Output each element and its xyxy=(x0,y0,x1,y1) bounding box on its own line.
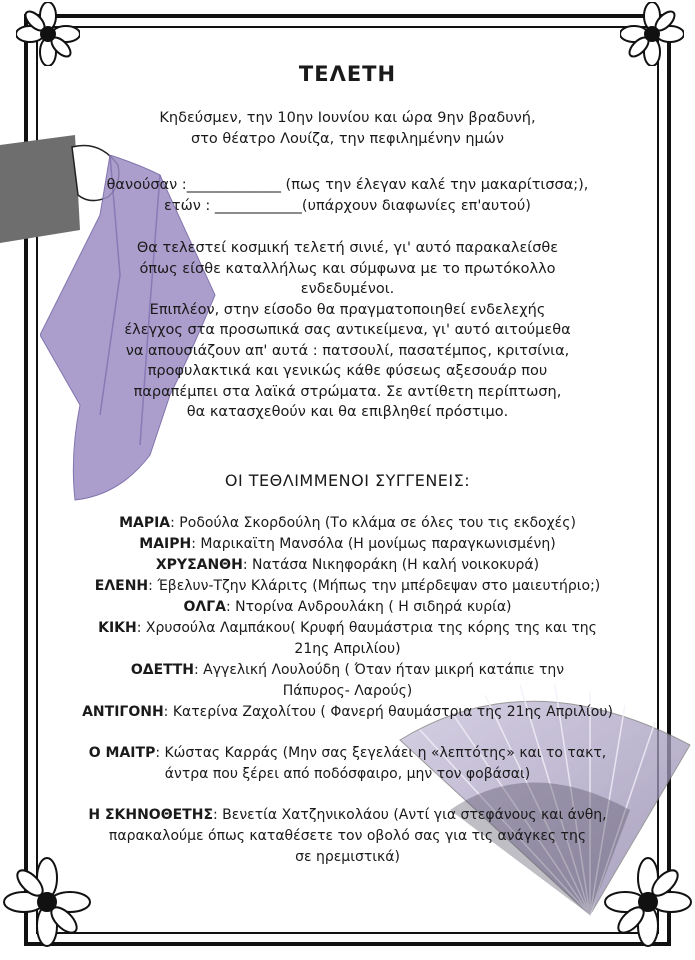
cast-row xyxy=(40,555,655,576)
intro-line: στο θέατρο Λουίζα, την πεφιλημένην ημών xyxy=(191,131,504,147)
cast-description: : Βενετία Χατζηνικολάου (Αντί για στεφάνους και άνθη, xyxy=(213,807,607,823)
cast-row xyxy=(40,618,655,639)
cast-description: : Ροδούλα Σκορδούλη (Το κλάμα σε όλες του τις εκδοχές) xyxy=(170,515,576,531)
flower-corner-ornament-top-right xyxy=(620,2,684,66)
cast-role: ΑΝΤΙΓΟΝΗ xyxy=(82,704,164,720)
cast-row xyxy=(40,639,655,660)
cast-spacer xyxy=(40,785,655,805)
cast-description: : Έβελυν-Τζην Κλάριτς (Μήπως την μπέρδεψαν στο μαιευτήριο;) xyxy=(148,578,601,594)
body-line: όπως είσθε καταλλήλως και σύμφωνα με το πρωτόκολλο xyxy=(139,260,556,277)
cast-role: ΟΔΕΤΤΗ xyxy=(130,662,194,678)
cast-role: Η ΣΚΗΝΟΘΕΤΗΣ xyxy=(88,807,214,823)
cast-description: : Κατερίνα Ζαχολίτου ( Φανερή θαυμάστρια της 21ης Απριλίου) xyxy=(163,704,613,720)
page-title: ΤΕΛΕΤΗ xyxy=(298,62,397,86)
body-line: Επιπλέον, στην είσοδο θα πραγματοποιηθεί ενδελεχής xyxy=(149,301,546,318)
deceased-age-line: ετών : ____________(υπάρχουν διαφωνίες επ'αυτού) xyxy=(164,198,531,214)
cast-spacer xyxy=(40,723,655,743)
instructions-paragraph xyxy=(40,238,655,423)
cast-row xyxy=(40,764,655,785)
cast-description: : Αγγελική Λουλούδη ( Όταν ήταν μικρή κατάπιε την xyxy=(194,662,565,678)
body-line: να απουσιάζουν απ' αυτά : πατσουλί, πασατέμπος, κριτσίνια, xyxy=(125,342,570,359)
body-line: ενδεδυμένοι. xyxy=(300,281,395,297)
cast-description: : Χρυσούλα Λαμπάκου( Κρυφή θαυμάστρια της κόρης της και της xyxy=(136,620,597,636)
cast-row xyxy=(40,597,655,618)
body-line: Θα τελεστεί κοσμική τελετή σινιέ, γι' αυτό παρακαλείσθε xyxy=(136,240,559,256)
cast-role: ΟΛΓΑ xyxy=(183,599,226,615)
cast-row xyxy=(40,826,655,847)
cast-row xyxy=(40,660,655,681)
cast-description: σε ηρεμιστικά) xyxy=(295,849,400,865)
cast-list xyxy=(40,513,655,868)
cast-description: : Νατάσα Νικηφοράκη (Η καλή νοικοκυρά) xyxy=(242,557,540,573)
cast-description: Πάπυρος- Λαρούς) xyxy=(282,683,413,699)
cast-role: ΧΡΥΣΑΝΘΗ xyxy=(155,557,243,573)
flower-corner-ornament-top-left xyxy=(16,2,80,66)
body-line: θα κατασχεθούν και θα επιβληθεί πρόστιμο. xyxy=(186,404,509,420)
deceased-details xyxy=(40,175,655,217)
cast-row xyxy=(40,743,655,764)
cast-row xyxy=(40,847,655,868)
cast-description: 21ης Απριλίου) xyxy=(294,641,401,657)
relatives-heading: ΟΙ ΤΕΘΛΙΜΜΕΝΟΙ ΣΥΓΓΕΝΕΙΣ: xyxy=(224,471,471,490)
intro-paragraph xyxy=(40,108,655,150)
cast-role: Ο ΜΑΙΤΡ xyxy=(88,745,156,761)
cast-row xyxy=(40,513,655,534)
cast-row xyxy=(40,702,655,723)
cast-row xyxy=(40,576,655,597)
body-line: παραπέμπει στα λαϊκά στρώματα. Σε αντίθετη περίπτωση, xyxy=(133,383,562,400)
deceased-name-line: θανούσαν :_____________ (πως την έλεγαν καλέ την μακαρίτισσα;), xyxy=(106,177,589,193)
cast-role: ΕΛΕΝΗ xyxy=(94,578,149,594)
cast-role: ΚΙΚΗ xyxy=(98,620,137,636)
cast-description: : Ντορίνα Ανδρουλάκη ( Η σιδηρά κυρία) xyxy=(225,599,512,615)
cast-row xyxy=(40,534,655,555)
cast-row xyxy=(40,681,655,702)
body-line: έλεγχος στα προσωπικά σας αντικείμενα, γι' αυτό αιτούμεθα xyxy=(124,322,571,338)
intro-line: Κηδεύσμεν, την 10ην Ιουνίου και ώρα 9ην βραδυνή, xyxy=(159,110,536,126)
cast-description: παρακαλούμε όπως καταθέσετε τον οβολό σας για τις ανάγκες της xyxy=(108,828,587,844)
cast-description: άντρα που ξέρει από ποδόσφαιρο, μην τον φοβάσαι) xyxy=(164,766,531,782)
cast-row xyxy=(40,805,655,826)
cast-description: : Κώστας Καρράς (Μην σας ξεγελάει η «λεπτότης» και το τακτ, xyxy=(155,745,607,761)
cast-role: ΜΑΙΡΗ xyxy=(139,536,192,552)
cast-description: : Μαρικαϊτη Μανσόλα (Η μονίμως παραγκωνισμένη) xyxy=(191,536,556,552)
body-line: προφυλακτικά και γενικώς κάθε φύσεως αξεσουάρ που xyxy=(147,363,548,379)
cast-role: ΜΑΡΙΑ xyxy=(119,515,171,531)
